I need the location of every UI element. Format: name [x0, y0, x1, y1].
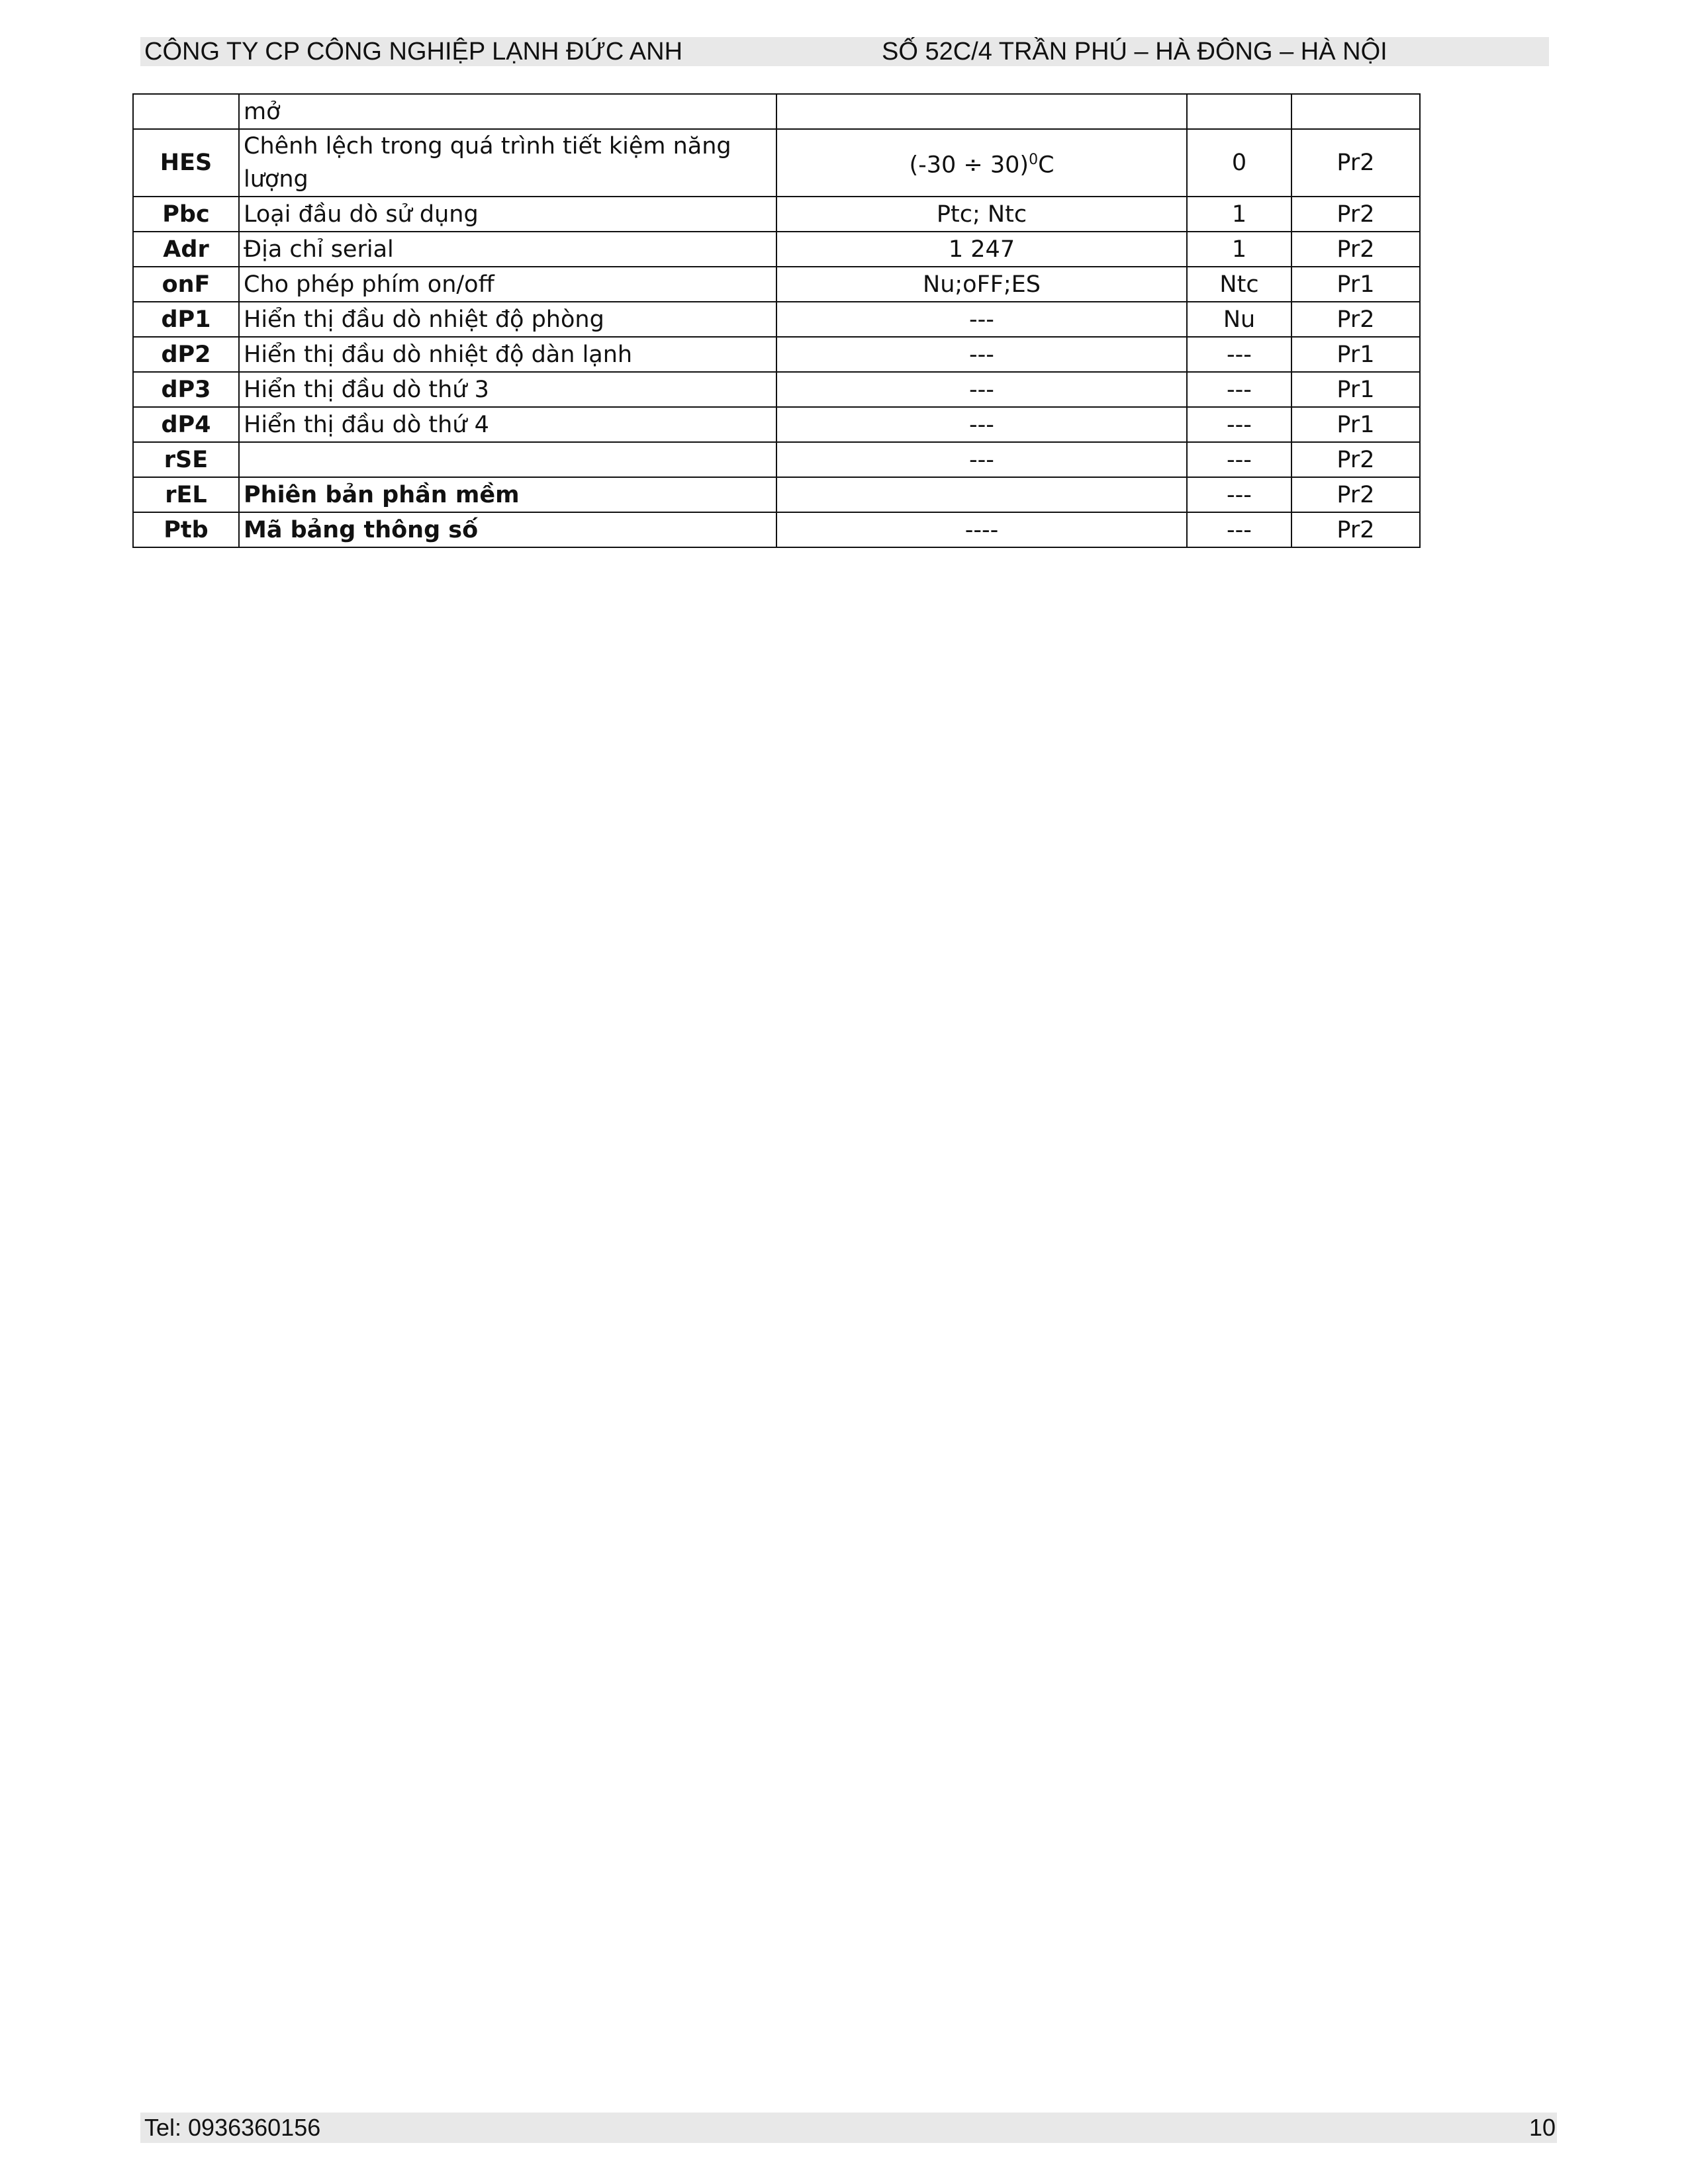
table-row	[133, 442, 1420, 477]
footer-tel: Tel: 0936360156	[144, 2114, 321, 2141]
param-default: ---	[1187, 477, 1291, 512]
param-range: Ptc; Ntc	[776, 197, 1187, 232]
param-default: 1	[1187, 232, 1291, 267]
param-code: onF	[133, 267, 239, 302]
param-level: Pr1	[1291, 372, 1420, 407]
param-default: Ntc	[1187, 267, 1291, 302]
param-description: Cho phép phím on/off	[239, 267, 776, 302]
param-code	[133, 94, 239, 129]
param-description: Địa chỉ serial	[239, 232, 776, 267]
param-description-text: Chênh lệch trong quá trình tiết kiệm năng lượng	[244, 133, 731, 193]
param-range	[776, 477, 1187, 512]
table-row	[133, 129, 1420, 197]
header-address: SỐ 52C/4 TRẦN PHÚ – HÀ ĐÔNG – HÀ NỘI	[882, 38, 1387, 66]
param-code: dP3	[133, 372, 239, 407]
param-default: ---	[1187, 512, 1291, 547]
table-row	[133, 372, 1420, 407]
table-row	[133, 232, 1420, 267]
param-range: ---	[776, 442, 1187, 477]
table-row	[133, 477, 1420, 512]
param-description: Hiển thị đầu dò nhiệt độ dàn lạnh	[239, 337, 776, 372]
param-code: rSE	[133, 442, 239, 477]
param-level: Pr2	[1291, 477, 1420, 512]
param-description: mở	[239, 94, 776, 129]
table-row	[133, 197, 1420, 232]
param-range-text: (-30 ÷ 30)	[909, 152, 1029, 179]
param-range	[776, 94, 1187, 129]
page-number: 10	[1529, 2114, 1556, 2141]
param-code: dP1	[133, 302, 239, 337]
table-row	[133, 94, 1420, 129]
param-default: 0	[1187, 129, 1291, 197]
param-code: rEL	[133, 477, 239, 512]
param-description: Hiển thị đầu dò thứ 4	[239, 407, 776, 442]
param-level: Pr2	[1291, 232, 1420, 267]
param-level: Pr1	[1291, 267, 1420, 302]
param-description	[239, 442, 776, 477]
param-default: ---	[1187, 372, 1291, 407]
param-range: ---	[776, 407, 1187, 442]
param-code: HES	[133, 129, 239, 197]
param-default: 1	[1187, 197, 1291, 232]
param-default: ---	[1187, 442, 1291, 477]
param-level: Pr2	[1291, 442, 1420, 477]
table-row	[133, 267, 1420, 302]
param-range: ---	[776, 302, 1187, 337]
param-code: dP2	[133, 337, 239, 372]
param-description: Hiển thị đầu dò nhiệt độ phòng	[239, 302, 776, 337]
header-company: CÔNG TY CP CÔNG NGHIỆP LẠNH ĐỨC ANH	[144, 38, 683, 66]
param-level: Pr2	[1291, 512, 1420, 547]
param-level: Pr2	[1291, 197, 1420, 232]
param-range: Nu;oFF;ES	[776, 267, 1187, 302]
param-description: Hiển thị đầu dò thứ 3	[239, 372, 776, 407]
footer-band	[140, 2113, 1557, 2143]
param-code: Ptb	[133, 512, 239, 547]
param-description	[239, 129, 776, 197]
param-range: ---	[776, 337, 1187, 372]
param-range: 1 247	[776, 232, 1187, 267]
param-level: Pr1	[1291, 337, 1420, 372]
param-description: Mã bảng thông số	[239, 512, 776, 547]
param-range-superscript: 0	[1029, 152, 1039, 169]
param-default: ---	[1187, 407, 1291, 442]
param-level: Pr2	[1291, 129, 1420, 197]
param-level: Pr2	[1291, 302, 1420, 337]
param-code: Adr	[133, 232, 239, 267]
param-description: Phiên bản phần mềm	[239, 477, 776, 512]
parameter-table	[132, 93, 1421, 548]
param-level: Pr1	[1291, 407, 1420, 442]
table-row	[133, 302, 1420, 337]
param-default: ---	[1187, 337, 1291, 372]
table-row	[133, 512, 1420, 547]
param-default: Nu	[1187, 302, 1291, 337]
param-code: dP4	[133, 407, 239, 442]
param-default	[1187, 94, 1291, 129]
table-row	[133, 407, 1420, 442]
param-level	[1291, 94, 1420, 129]
param-code: Pbc	[133, 197, 239, 232]
param-range	[776, 129, 1187, 197]
param-range-unit: C	[1038, 152, 1055, 179]
param-range: ---	[776, 372, 1187, 407]
param-range: ----	[776, 512, 1187, 547]
param-description: Loại đầu dò sử dụng	[239, 197, 776, 232]
table-row	[133, 337, 1420, 372]
